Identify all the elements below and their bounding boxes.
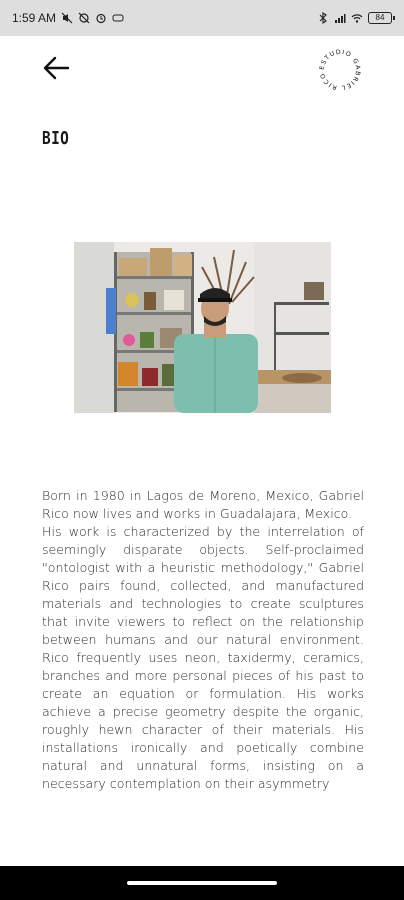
page-title: BIO <box>42 128 70 149</box>
artist-photo <box>74 242 331 413</box>
bluetooth-icon <box>317 12 329 24</box>
status-time: 1:59 AM <box>12 11 57 25</box>
app-header <box>0 36 404 100</box>
status-left <box>12 11 124 25</box>
back-button[interactable] <box>36 50 76 86</box>
studio-logo[interactable] <box>316 46 364 94</box>
status-bar <box>0 0 404 36</box>
mute-icon <box>61 12 73 24</box>
bio-paragraph-2: His work is characterized by the interrelation of seemingly disparate objects. Self-proclaimed "ontologist with a heuristic methodology," Gabriel Rico pairs found, collected, and manufactured materials and technologies to create sculptures that invite viewers to reflect on the relationship between humans and our natural environment. Rico frequently uses neon, taxidermy, ceramics, branches and more personal pieces of his past to create an equation or formulation. His works achieve a precise geometry despite the organic, roughly hewn character of their materials. His installations ironically and poetically combine natural and unnatural forms, insisting on a necessary contemplation on their asymmetry <box>42 524 364 791</box>
signal-icon <box>334 12 346 24</box>
logo-text: ESTUDIO GABRIEL RICO <box>318 48 362 92</box>
bio-text <box>42 487 364 863</box>
status-right <box>317 12 392 24</box>
svg-text:ESTUDIO GABRIEL RICO <box>319 49 361 91</box>
alarm-icon <box>95 12 107 24</box>
artist-photo-illustration <box>74 242 331 413</box>
circular-logo-icon <box>316 46 364 94</box>
battery-indicator: 84 <box>368 12 392 24</box>
sync-off-icon <box>78 12 90 24</box>
home-indicator[interactable] <box>127 881 277 885</box>
system-nav-bar <box>0 866 404 900</box>
bio-paragraph-1: Born in 1980 in Lagos de Moreno, Mexico, Gabriel Rico now lives and works in Guadalajara, Mexico. <box>42 488 364 521</box>
data-icon <box>112 12 124 24</box>
arrow-left-icon <box>42 56 70 80</box>
wifi-icon <box>351 12 363 24</box>
